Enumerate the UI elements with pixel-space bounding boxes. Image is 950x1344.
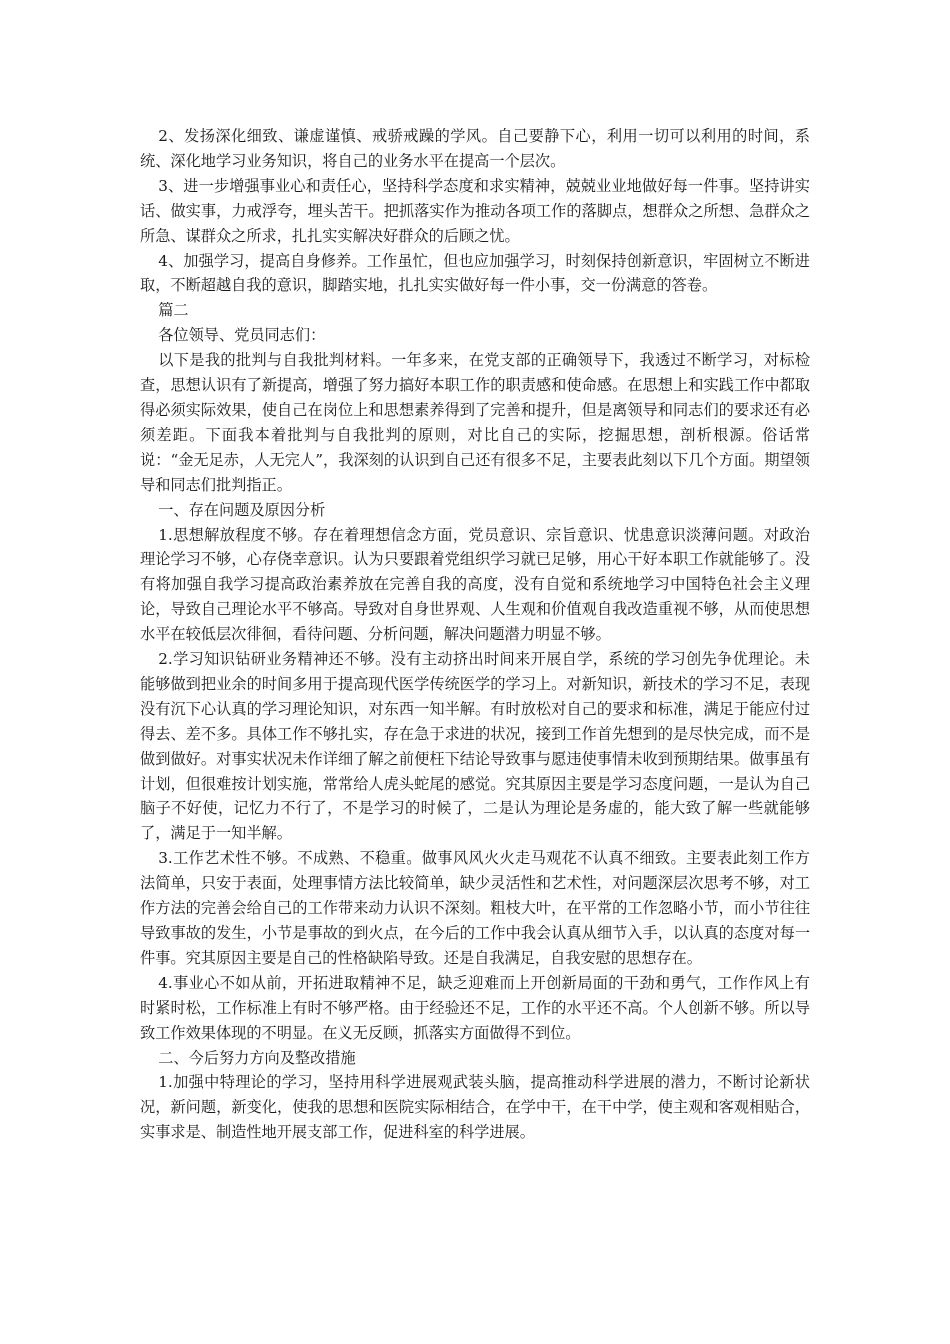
paragraph-measure-1: 1.加强中特理论的学习，坚持用科学进展观武装头脑，提高推动科学进展的潜力，不断讨论新状况，新问题，新变化，使我的思想和医院实际相结合，在学中干，在干中学，使主观和客观相贴合，实事求是、制造性地开展支部工作，促进科室的科学进展。 — [140, 1073, 810, 1142]
paragraph-problem-4: 4.事业心不如从前，开拓进取精神不足，缺乏迎难而上开创新局面的干劲和勇气，工作作风上有时紧时松，工作标准上有时不够严格。由于经验还不足，工作的水平还不高。个人创新不够。所以导致工作效果体现的不明显。在义无反顾，抓落实方面做得不到位。 — [140, 973, 810, 1042]
paragraph-problem-1: 1.思想解放程度不够。存在着理想信念方面，党员意识、宗旨意识、忧患意识淡薄问题。对政治理论学习不够，心存侥幸意识。认为只要跟着党组织学习就已足够，用心干好本职工作就能够了。没有将加强自我学习提高政治素养放在完善自我的高度，没有自觉和系统地学习中国特色社会主义理论，导致自己理论水平不够高。导致对自身世界观、人生观和价值观自我改造重视不够，从而使思想水平在较低层次徘徊，看待问题、分析问题，解决问题潜力明显不够。 — [140, 525, 810, 644]
paragraph-introduction: 以下是我的批判与自我批判材料。一年多来，在党支部的正确领导下，我透过不断学习，对标检查，思想认识有了新提高，增强了努力搞好本职工作的职责感和使命感。在思想上和实践工作中都取得必须实际效果，使自己在岗位上和思想素养得到了完善和提升，但是离领导和同志们的要求还有必须差距。下面我本着批判与自我批判的原则，对比自己的实际，挖掘思想，剖析根源。俗话常说：“金无足赤，人无完人”，我深刻的认识到自己还有很多不足，主要表此刻以下几个方面。期望领导和同志们批判指正。 — [140, 351, 810, 494]
salutation: 各位领导、党员同志们： — [158, 326, 326, 345]
paragraph-problem-2: 2.学习知识钻研业务精神还不够。没有主动挤出时间来开展自学，系统的学习创先争优理论。未能够做到把业余的时间多用于提高现代医学传统医学的学习上。对新知识，新技术的学习不足，表现没有沉下心认真的学习理论知识，对东西一知半解。有时放松对自己的要求和标准，满足于能应付过得去、差不多。具体工作不够扎实，存在急于求进的状况，接到工作首先想到的是尽快完成，而不是做到做好。对事实状况未作详细了解之前便枉下结论导致事与愿违使事情未收到预期结果。做事虽有计划，但很难按计划实施，常常给人虎头蛇尾的感觉。究其原因主要是学习态度问题，一是认为自己脑子不好使，记忆力不行了，不是学习的时候了，二是认为理论是务虚的，能大致了解一些就能够了，满足于一知半解。 — [140, 650, 810, 843]
heading-problems-analysis: 一、存在问题及原因分析 — [158, 500, 326, 519]
paragraph-problem-3: 3.工作艺术性不够。不成熟、不稳重。做事风风火火走马观花不认真不细致。主要表此刻工作方法简单，只安于表面，处理事情方法比较简单，缺少灵活性和艺术性，对问题深层次思考不够，对工作方法的完善会给自己的工作带来动力认识不深刻。粗枝大叶，在平常的工作忽略小节，而小节往往导致事故的发生，小节是事故的到火点，在今后的工作中我会认真从细节入手，以认真的态度对每一件事。究其原因主要是自己的性格缺陷导致。还是自我满足，自我安慰的思想存在。 — [140, 849, 810, 967]
document-body — [140, 124, 810, 1145]
section-heading-part-two: 篇二 — [158, 301, 189, 320]
paragraph-study-style: 2、发扬深化细致、谦虚谨慎、戒骄戒躁的学风。自己要静下心，利用一切可以利用的时间，系统、深化地学习业务知识，将自己的业务水平在提高一个层次。 — [140, 127, 810, 170]
paragraph-responsibility: 3、进一步增强事业心和责任心，坚持科学态度和求实精神，兢兢业业地做好每一件事。坚持讲实话、做实事，力戒浮夸，埋头苦干。把抓落实作为推动各项工作的落脚点，想群众之所想、急群众之所急、谋群众之所求，扎扎实实解决好群众的后顾之忧。 — [140, 176, 810, 245]
heading-improvement-measures: 二、今后努力方向及整改措施 — [158, 1048, 356, 1067]
paragraph-self-cultivation: 4、加强学习，提高自身修养。工作虽忙，但也应加强学习，时刻保持创新意识，牢固树立不断进取，不断超越自我的意识，脚踏实地，扎扎实实做好每一件小事，交一份满意的答卷。 — [140, 251, 810, 295]
